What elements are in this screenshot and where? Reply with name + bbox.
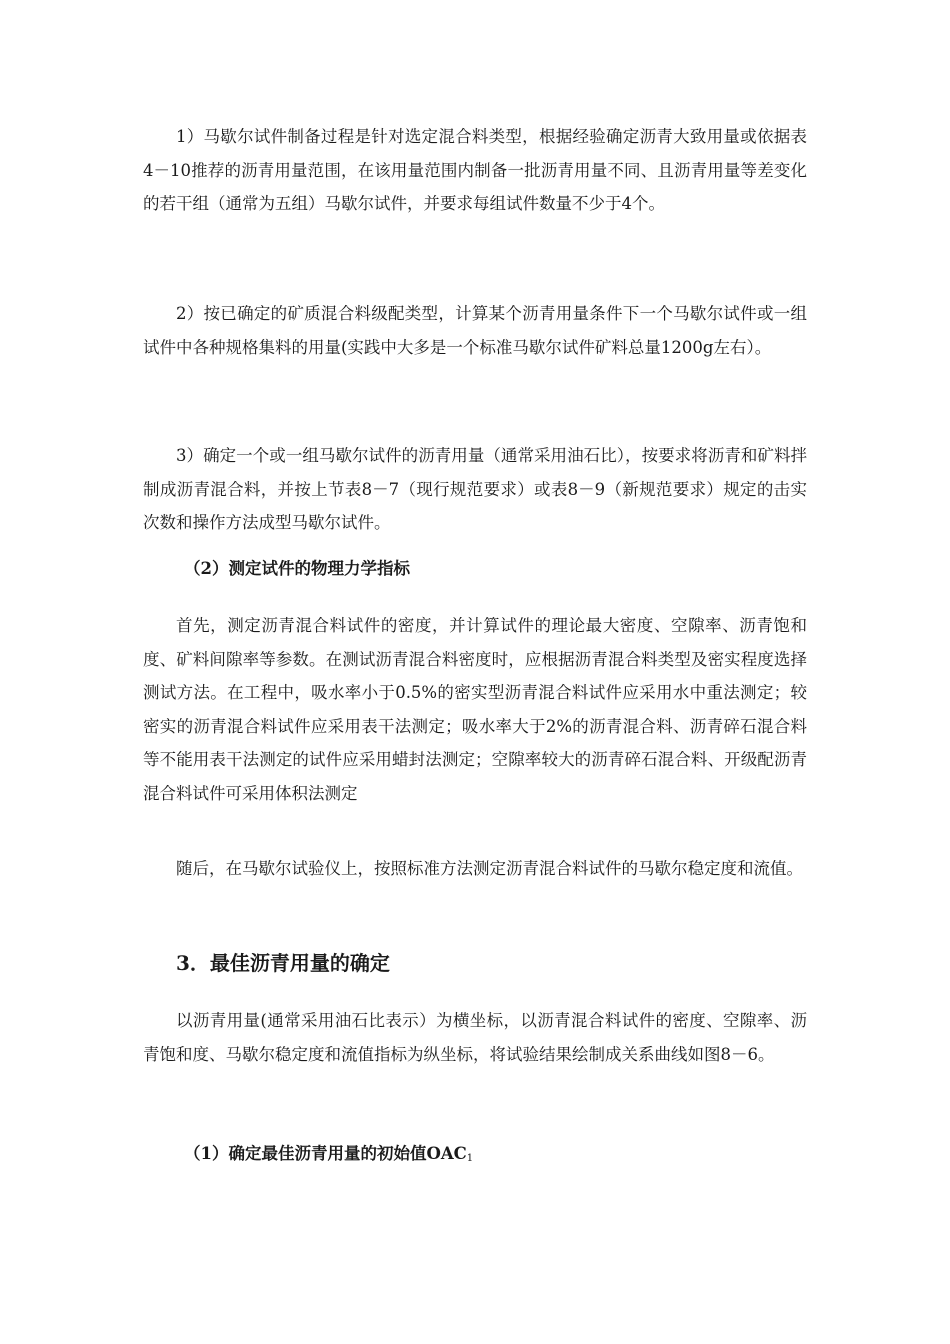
- heading-initial-oac: [184, 1137, 473, 1175]
- paragraph-asphalt-content: 3）确定一个或一组马歇尔试件的沥青用量（通常采用油石比），按要求将沥青和矿料拌制成沥青混合料，并按上节表8－7（现行规范要求）或表8－9（新规范要求）规定的击实次数和操作方法成型马歇尔试件。: [143, 446, 807, 532]
- heading-measure-properties: （2）测定试件的物理力学指标: [184, 559, 410, 578]
- heading-initial-oac-text: （1）确定最佳沥青用量的初始值OAC: [184, 1144, 467, 1163]
- paragraph-marshall-stability: 随后，在马歇尔试验仪上，按照标准方法测定沥青混合料试件的马歇尔稳定度和流值。: [176, 859, 803, 878]
- heading-optimal-asphalt-content: 3．最佳沥青用量的确定: [176, 951, 390, 975]
- paragraph-specimen-preparation: 1）马歇尔试件制备过程是针对选定混合料类型，根据经验确定沥青大致用量或依据表4－10推荐的沥青用量范围，在该用量范围内制备一批沥青用量不同、且沥青用量等差变化的若干组（通常为五组）马歇尔试件，并要求每组试件数量不少于4个。: [143, 127, 807, 213]
- paragraph-aggregate-calculation: 2）按已确定的矿质混合料级配类型，计算某个沥青用量条件下一个马歇尔试件或一组试件中各种规格集料的用量(实践中大多是一个标准马歇尔试件矿料总量1200g左右）。: [143, 304, 807, 357]
- paragraph-density-testing: 首先，测定沥青混合料试件的密度，并计算试件的理论最大密度、空隙率、沥青饱和度、矿料间隙率等参数。在测试沥青混合料密度时，应根据沥青混合料类型及密实程度选择测试方法。在工程中，吸水率小于0.5%的密实型沥青混合料试件应采用水中重法测定；较密实的沥青混合料试件应采用表干法测定；吸水率大于2%的沥青混合料、沥青碎石混合料等不能用表干法测定的试件应采用蜡封法测定；空隙率较大的沥青碎石混合料、开级配沥青混合料试件可采用体积法测定: [143, 616, 807, 803]
- heading-initial-oac-subscript: 1: [466, 1153, 474, 1164]
- paragraph-plotting-curves: 以沥青用量(通常采用油石比表示）为横坐标，以沥青混合料试件的密度、空隙率、沥青饱和度、马歇尔稳定度和流值指标为纵坐标，将试验结果绘制成关系曲线如图8－6。: [143, 1011, 807, 1064]
